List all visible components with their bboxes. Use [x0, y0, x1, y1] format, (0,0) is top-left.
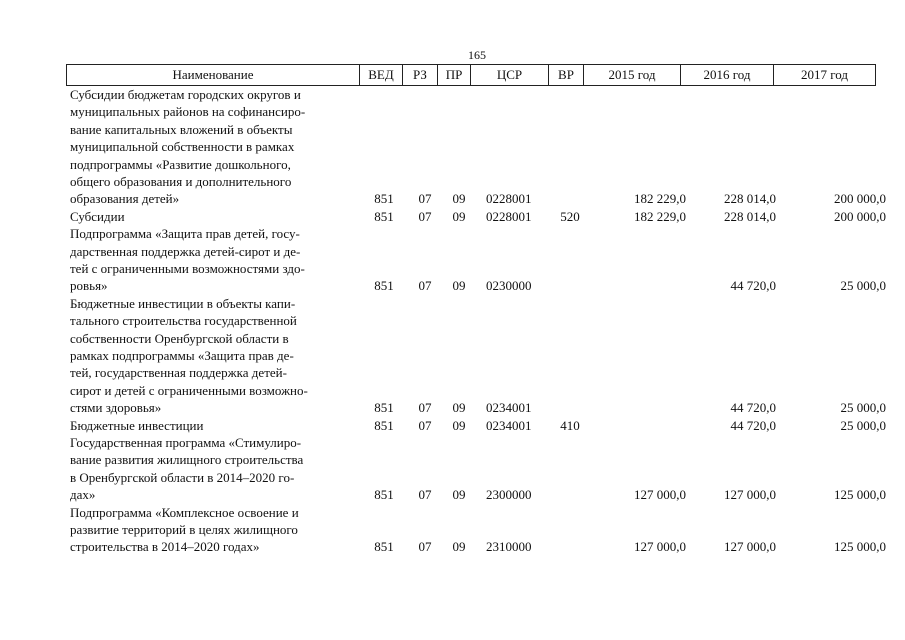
cell-y2017: 200 000,0: [834, 208, 886, 224]
cell-ved: 851: [374, 417, 394, 433]
header-ved: ВЕД: [359, 65, 402, 85]
cell-rz: 07: [418, 191, 432, 207]
cell-y2016: 127 000,0: [724, 487, 776, 503]
table-row: [66, 86, 896, 208]
cell-vr: 520: [560, 208, 580, 224]
row-name-line: тей, государственная поддержка детей-: [70, 365, 287, 381]
table-row: [66, 504, 896, 556]
row-name-line: дах»: [70, 487, 96, 503]
cell-y2016: 44 720,0: [730, 278, 776, 294]
row-name: [70, 434, 360, 504]
cell-ved: 851: [374, 539, 394, 555]
row-name-line: дарственная поддержка детей-сирот и де-: [70, 243, 301, 259]
row-name-line: Подпрограмма «Комплексное освоение и: [70, 504, 299, 520]
cell-ved: 851: [374, 208, 394, 224]
row-name-line: Субсидии бюджетам городских округов и: [70, 87, 301, 102]
cell-y2017: 125 000,0: [834, 487, 886, 503]
cell-y2015: 182 229,0: [634, 208, 686, 224]
cell-y2015: 127 000,0: [634, 539, 686, 555]
row-name-line: Государственная программа «Стимулиро-: [70, 435, 302, 450]
row-name-line: развитие территорий в целях жилищного: [70, 522, 298, 537]
row-name-line: тального строительства государственной: [70, 313, 297, 329]
cell-csr: 0228001: [486, 208, 532, 224]
header-2017: 2017 год: [773, 65, 875, 85]
cell-rz: 07: [418, 278, 432, 294]
row-name-line: муниципальной собственности в рамках: [70, 139, 295, 155]
cell-ved: 851: [374, 278, 394, 294]
cell-y2015: 182 229,0: [634, 191, 686, 207]
header-2016: 2016 год: [680, 65, 773, 85]
table-row: [66, 295, 896, 417]
row-name-line: Бюджетные инвестиции в объекты капи-: [70, 295, 296, 311]
row-name-line: образования детей»: [70, 191, 180, 207]
header-name: Наименование: [172, 67, 254, 82]
cell-pr: 09: [452, 487, 466, 503]
header-rz: РЗ: [402, 65, 437, 85]
row-name: [70, 417, 360, 434]
cell-y2015: 127 000,0: [634, 487, 686, 503]
cell-rz: 07: [418, 417, 432, 433]
cell-y2016: 228 014,0: [724, 208, 776, 224]
cell-csr: 0234001: [486, 400, 532, 416]
cell-rz: 07: [418, 487, 432, 503]
cell-rz: 07: [418, 539, 432, 555]
row-name-line: Бюджетные инвестиции: [70, 417, 204, 433]
row-name: [70, 295, 360, 417]
row-name-line: Субсидии: [70, 208, 125, 224]
header-vr: ВР: [548, 65, 583, 85]
row-name-line: ровья»: [70, 278, 108, 294]
cell-y2016: 44 720,0: [730, 400, 776, 416]
row-name-line: стями здоровья»: [70, 400, 162, 416]
cell-ved: 851: [374, 191, 394, 207]
cell-pr: 09: [452, 278, 466, 294]
cell-pr: 09: [452, 417, 466, 433]
table-header: [66, 64, 876, 86]
row-name: [70, 504, 360, 556]
row-name: [70, 208, 360, 225]
cell-y2017: 125 000,0: [834, 539, 886, 555]
row-name-line: вание развития жилищного строительства: [70, 452, 304, 468]
row-name-line: Подпрограмма «Защита прав детей, госу-: [70, 226, 300, 242]
row-name-line: общего образования и дополнительного: [70, 174, 292, 190]
cell-ved: 851: [374, 400, 394, 416]
cell-y2016: 44 720,0: [730, 417, 776, 433]
cell-pr: 09: [452, 191, 466, 207]
cell-y2017: 25 000,0: [840, 417, 886, 433]
cell-y2017: 25 000,0: [840, 400, 886, 416]
cell-ved: 851: [374, 487, 394, 503]
row-name-line: сирот и детей с ограниченными возможно-: [70, 382, 308, 398]
cell-pr: 09: [452, 208, 466, 224]
table-row: [66, 208, 896, 225]
header-pr: ПР: [437, 65, 470, 85]
table-row: [66, 434, 896, 504]
header-2015: 2015 год: [583, 65, 680, 85]
cell-y2016: 127 000,0: [724, 539, 776, 555]
cell-vr: 410: [560, 417, 580, 433]
row-name-line: рамках подпрограммы «Защита прав де-: [70, 348, 294, 364]
cell-y2017: 25 000,0: [840, 278, 886, 294]
table-row: [66, 417, 896, 434]
cell-csr: 0228001: [486, 191, 532, 207]
row-name-line: тей с ограниченными возможностями здо-: [70, 261, 305, 276]
row-name-line: вание капитальных вложений в объекты: [70, 121, 293, 137]
page-number: 165: [468, 48, 486, 62]
row-name-line: подпрограммы «Развитие дошкольного,: [70, 156, 291, 172]
cell-csr: 2310000: [486, 539, 532, 555]
cell-csr: 0234001: [486, 417, 532, 433]
row-name-line: строительства в 2014–2020 годах»: [70, 539, 260, 555]
header-csr: ЦСР: [470, 65, 548, 85]
cell-csr: 0230000: [486, 278, 532, 294]
cell-y2017: 200 000,0: [834, 191, 886, 207]
cell-rz: 07: [418, 208, 432, 224]
cell-pr: 09: [452, 539, 466, 555]
row-name-line: собственности Оренбургской области в: [70, 330, 289, 346]
table-row: [66, 225, 896, 295]
cell-y2016: 228 014,0: [724, 191, 776, 207]
cell-csr: 2300000: [486, 487, 532, 503]
cell-rz: 07: [418, 400, 432, 416]
cell-pr: 09: [452, 400, 466, 416]
row-name: [70, 86, 360, 208]
row-name-line: в Оренбургской области в 2014–2020 го-: [70, 469, 295, 485]
row-name: [70, 225, 360, 295]
row-name-line: муниципальных районов на софинансиро-: [70, 104, 306, 120]
